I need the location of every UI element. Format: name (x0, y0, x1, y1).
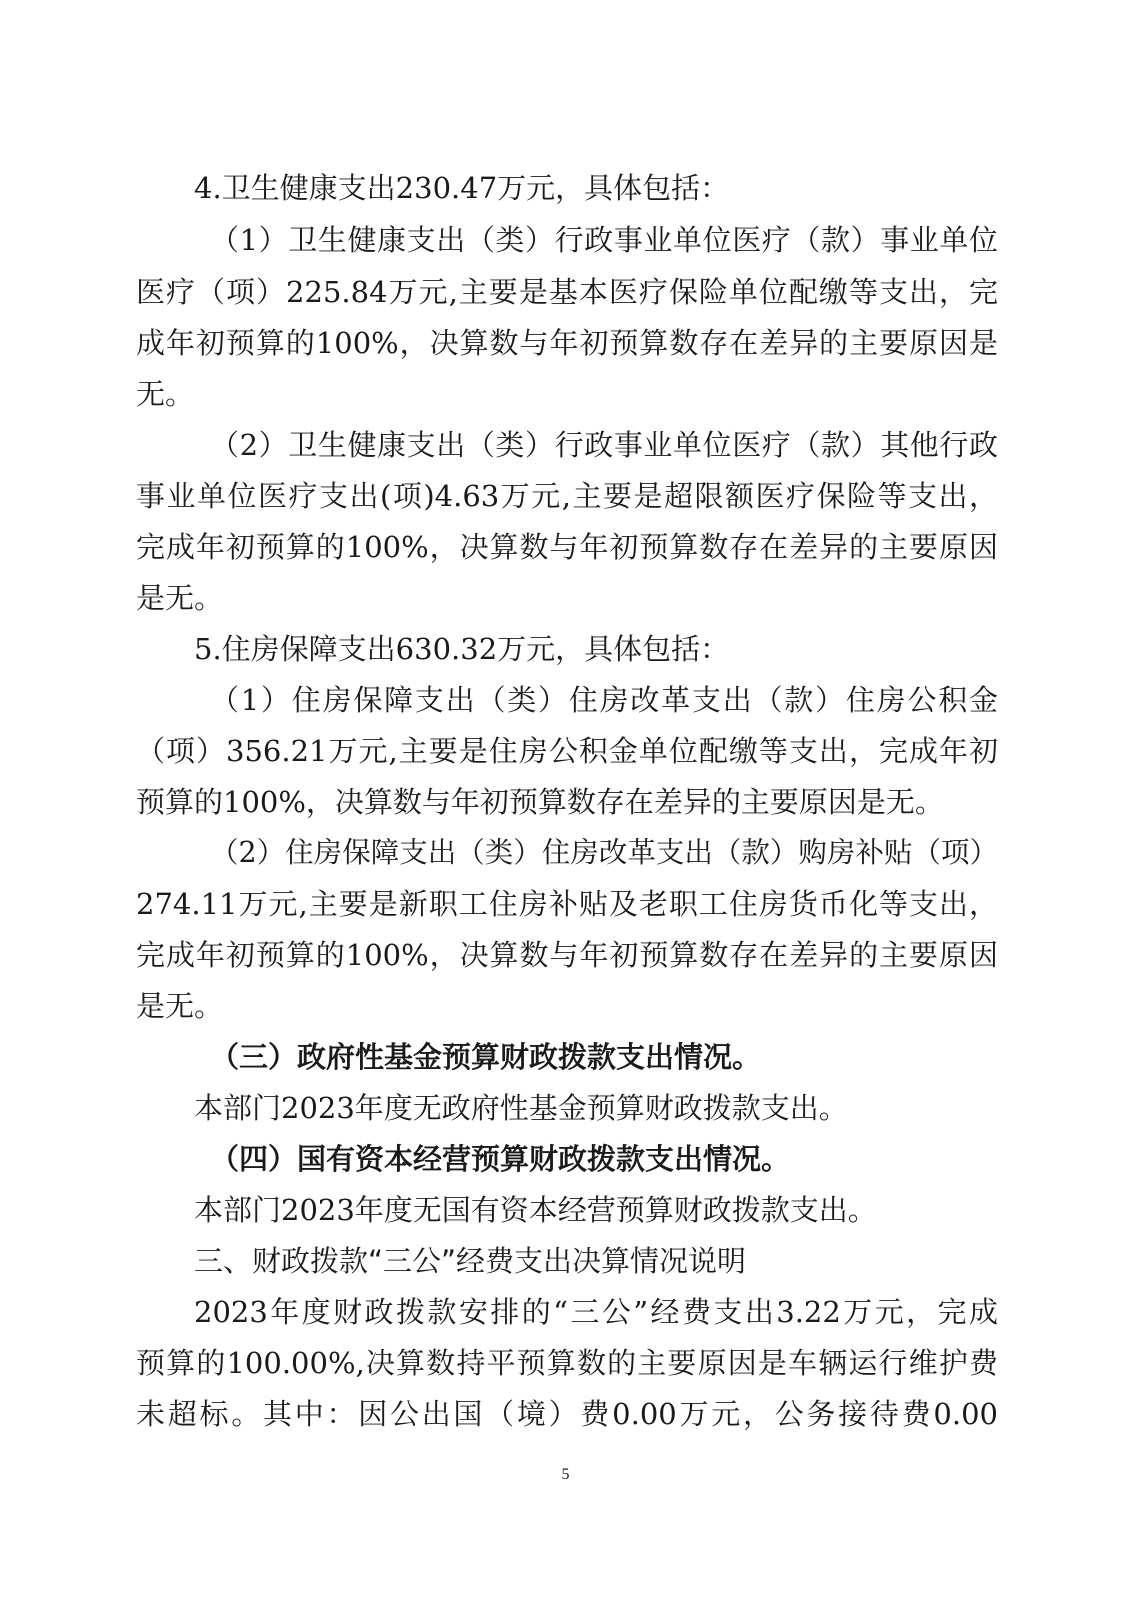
paragraph-three-public-expenses: 预算的100.00%,决算数持平预算数的主要原因是车辆运行维护费 (136, 1346, 998, 1380)
paragraph-housing-item-2: 是无。 (136, 989, 224, 1023)
paragraph-housing-item-2: （2）住房保障支出（类）住房改革支出（款）购房补贴（项） (210, 836, 998, 869)
page-number: 5 (561, 1466, 570, 1483)
section-heading-state-capital: （四）国有资本经营预算财政拨款支出情况。 (210, 1142, 791, 1176)
paragraph-housing-item-2: 完成年初预算的100%，决算数与年初预算数存在差异的主要原因 (136, 938, 998, 972)
paragraph-housing-item-1: （项）356.21万元,主要是住房公积金单位配缴等支出，完成年初 (136, 734, 998, 768)
paragraph-health-item-2: 是无。 (136, 581, 224, 615)
section-heading-three-public-expenses: 三、财政拨款“三公”经费支出决算情况说明 (194, 1244, 747, 1278)
paragraph-government-fund: 本部门2023年度无政府性基金预算财政拨款支出。 (194, 1091, 848, 1125)
paragraph-housing-item-2: 274.11万元,主要是新职工住房补贴及老职工住房货币化等支出， (136, 887, 998, 921)
paragraph-three-public-expenses: 未超标。其中：因公出国（境）费0.00万元，公务接待费0.00 (136, 1397, 998, 1431)
paragraph-health-item-1: 成年初预算的100%，决算数与年初预算数存在差异的主要原因是 (136, 326, 998, 360)
paragraph-housing-item-1: （1）住房保障支出（类）住房改革支出（款）住房公积金 (210, 683, 998, 717)
paragraph-health-item-1: 无。 (136, 377, 195, 411)
paragraph-housing-expenditure: 5.住房保障支出630.32万元，具体包括： (194, 632, 730, 666)
paragraph-housing-item-1: 预算的100%，决算数与年初预算数存在差异的主要原因是无。 (136, 785, 944, 819)
paragraph-health-item-2: （2）卫生健康支出（类）行政事业单位医疗（款）其他行政 (210, 428, 998, 462)
paragraph-health-item-1: （1）卫生健康支出（类）行政事业单位医疗（款）事业单位 (210, 223, 998, 257)
paragraph-state-capital: 本部门2023年度无国有资本经营预算财政拨款支出。 (194, 1193, 877, 1227)
paragraph-health-expenditure: 4.卫生健康支出230.47万元，具体包括： (194, 171, 730, 205)
section-heading-government-fund: （三）政府性基金预算财政拨款支出情况。 (210, 1040, 762, 1074)
paragraph-health-item-2: 事业单位医疗支出(项)4.63万元,主要是超限额医疗保险等支出， (136, 479, 998, 513)
paragraph-health-item-2: 完成年初预算的100%，决算数与年初预算数存在差异的主要原因 (136, 530, 998, 564)
paragraph-health-item-1: 医疗（项）225.84万元,主要是基本医疗保险单位配缴等支出，完 (136, 275, 998, 309)
paragraph-three-public-expenses: 2023年度财政拨款安排的“三公”经费支出3.22万元，完成 (194, 1295, 998, 1329)
